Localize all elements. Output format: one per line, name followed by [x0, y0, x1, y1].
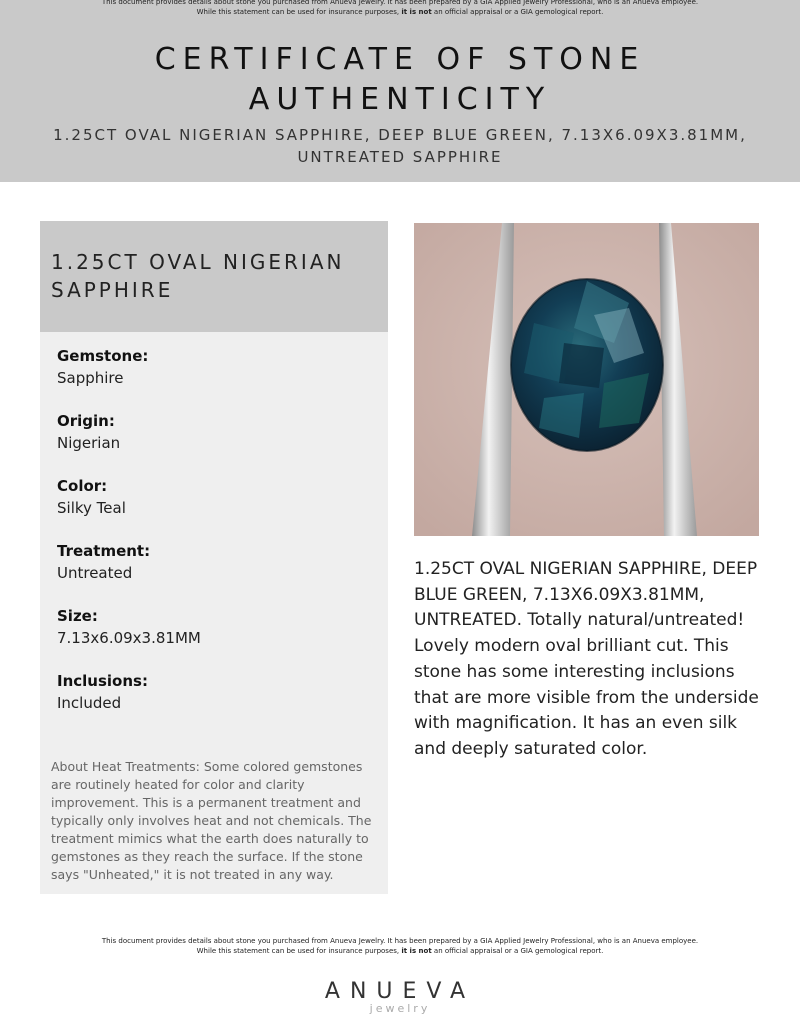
spec-value: Nigerian — [57, 434, 121, 452]
disclaimer-text: While this statement can be used for insurance purposes, — [196, 947, 400, 955]
brand-tagline: jewelry — [369, 1002, 431, 1015]
spec-value: Included — [57, 694, 122, 712]
bottom-disclaimer — [0, 936, 800, 956]
title-line-1: CERTIFICATE OF STONE — [154, 42, 646, 77]
disclaimer-line-2 — [0, 946, 800, 956]
panel-heading: 1.25CT OVAL NIGERIAN SAPPHIRE — [51, 250, 345, 302]
disclaimer-emphasis: it is not — [401, 947, 432, 955]
spec-value: Sapphire — [57, 369, 124, 387]
spec-label: Size: — [57, 607, 98, 625]
top-disclaimer — [0, 0, 800, 17]
disclaimer-line-1: This document provides details about stone you purchased from Anueva Jewelry. It has been prepared by a GIA Applied Jewelry Professional, who is an Anueva employee. — [101, 0, 699, 6]
certificate-subtitle: 1.25CT OVAL NIGERIAN SAPPHIRE, DEEP BLUE GREEN, 7.13X6.09X3.81MM, UNTREATED SAPPHIRE — [53, 126, 747, 166]
spec-value: 7.13x6.09x3.81MM — [57, 629, 201, 647]
spec-value: Untreated — [57, 564, 133, 582]
spec-label: Inclusions: — [57, 672, 148, 690]
spec-gemstone — [57, 345, 377, 389]
brand-logo: ANUEVA — [324, 979, 476, 1004]
disclaimer-emphasis: it is not — [401, 8, 432, 16]
stone-description: 1.25CT OVAL NIGERIAN SAPPHIRE, DEEP BLUE GREEN, 7.13X6.09X3.81MM, UNTREATED. Totally natural/untreated! Lovely modern oval brilliant cut. This stone has some interesting inclusions that are more visible from the underside with magnification. It has an even silk and deeply saturated color. — [414, 559, 759, 759]
spec-label: Origin: — [57, 412, 115, 430]
spec-size — [57, 605, 377, 649]
panel-header — [40, 221, 388, 332]
disclaimer-line-2 — [0, 7, 800, 17]
spec-origin — [57, 410, 377, 454]
spec-label: Gemstone: — [57, 347, 149, 365]
stone-photo — [414, 223, 759, 536]
certificate-title — [0, 40, 800, 120]
certificate-header — [0, 0, 800, 182]
disclaimer-line-1: This document provides details about stone you purchased from Anueva Jewelry. It has been prepared by a GIA Applied Jewelry Professional, who is an Anueva employee. — [101, 937, 699, 945]
spec-treatment — [57, 540, 377, 584]
spec-label: Treatment: — [57, 542, 151, 560]
disclaimer-text: an official appraisal or a GIA gemological report. — [433, 8, 604, 16]
spec-color — [57, 475, 377, 519]
sapphire-image — [414, 223, 759, 536]
disclaimer-text: an official appraisal or a GIA gemological report. — [433, 947, 604, 955]
title-line-2: AUTHENTICITY — [248, 82, 552, 117]
stone-details-panel — [40, 221, 388, 894]
spec-inclusions — [57, 670, 377, 714]
spec-label: Color: — [57, 477, 108, 495]
disclaimer-text: While this statement can be used for insurance purposes, — [196, 8, 400, 16]
spec-value: Silky Teal — [57, 499, 126, 517]
heat-treatment-note: About Heat Treatments: Some colored gemstones are routinely heated for color and clarity improvement. This is a permanent treatment and typically only involves heat and not chemicals. The treatment mimics what the earth does naturally to gemstones as they reach the surface. If the stone says "Unheated," it is not treated in any way. — [51, 759, 372, 882]
